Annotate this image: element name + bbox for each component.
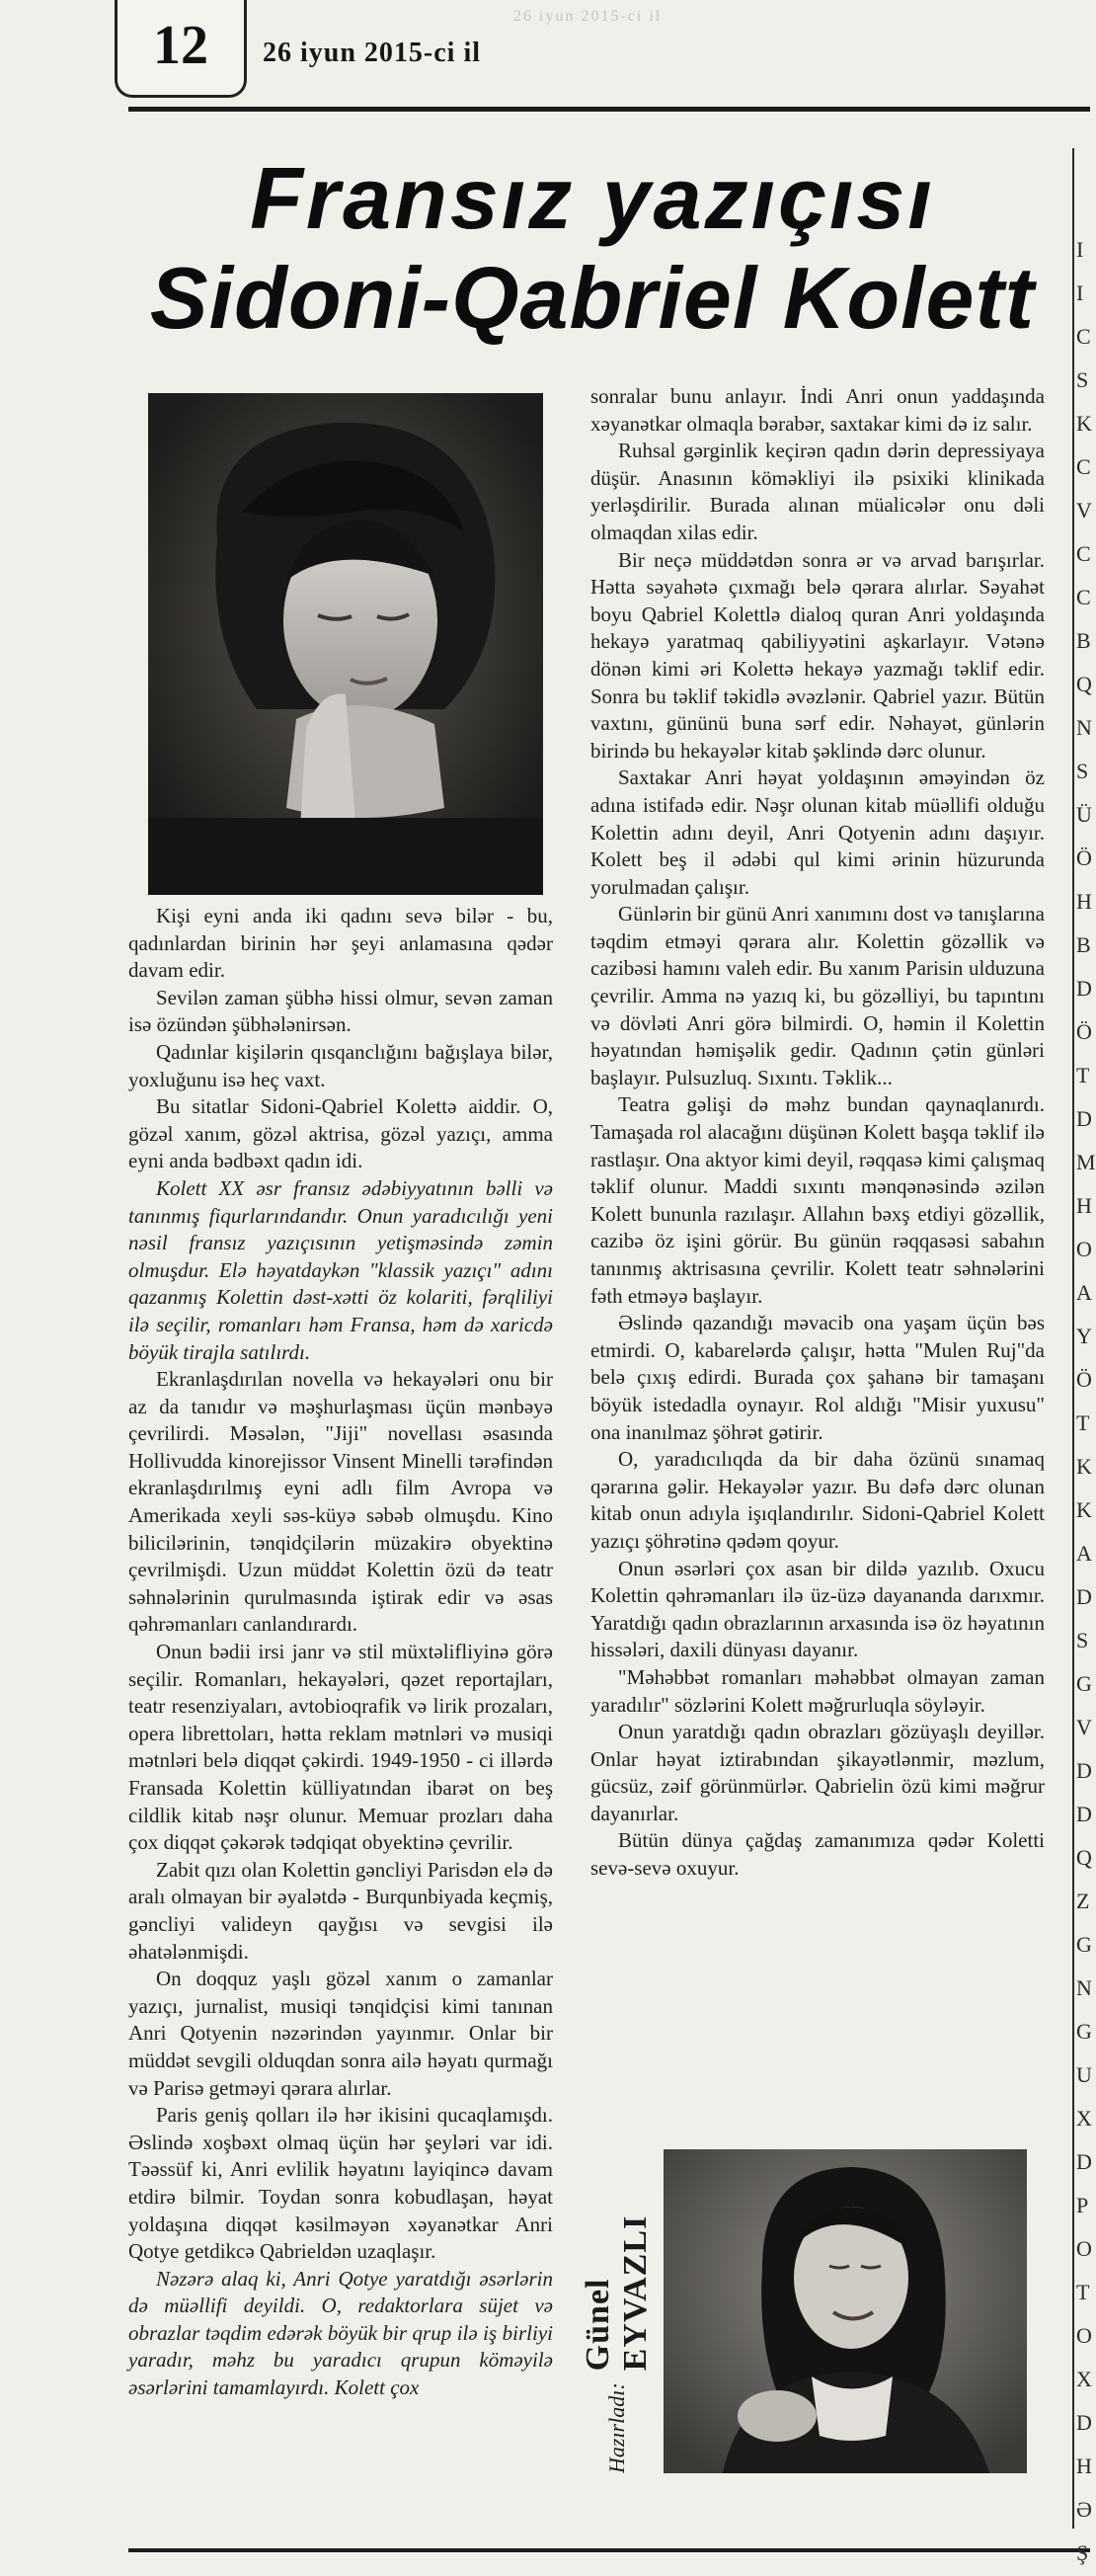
adjacent-column-fragment: D: [1076, 1106, 1092, 1131]
adjacent-column-fragment: M: [1076, 1150, 1096, 1174]
body-paragraph-paris: Paris geniş qolları ilə hər ikisini qucaqlamışdı. Əslində xoşbəxt olmaq üçün hər şeyləri var idi. Təəssüf ki, Anri evlilik həyatını layiqincə davam etdirə bilmir. Toydan sonra kobudlaşan, həyat yoldaşına diqqət kəsilməyən xəyanətkar Anri Qotye getdikcə Qabrieldən uzaqlaşır.: [128, 2103, 553, 2264]
adjacent-column-fragment: S: [1076, 367, 1089, 392]
body-paragraph-writing: O, yaradıcılıqda da bir daha özünü sınamaq qərarına gəlir. Hekayələr yazır. Bu dəfə dərc olunan kitab onun adıyla işıqlandırılır. Sidoni-Qabriel Kolett yazıçı şöhrətinə qədəm qoyur.: [590, 1447, 1045, 1553]
adjacent-column-fragment: H: [1076, 2454, 1092, 2478]
author-illustration: [664, 2149, 1027, 2473]
adjacent-column-fragment: D: [1076, 976, 1092, 1001]
article-headline: [118, 148, 1066, 348]
quote-paragraph-1: Kişi eyni anda iki qadını sevə bilər - bu, qadınlardan birinin hər şeyi anlamasına qədər davam edir.: [128, 904, 553, 983]
header-rule: [128, 107, 1090, 112]
article-column-1: [128, 903, 553, 2402]
adjacent-column-fragment: Z: [1076, 1889, 1090, 1913]
adjacent-column-fragment: I: [1076, 237, 1084, 262]
body-paragraph-style: Onun əsərləri çox asan bir dildə yazılıb. Oxucu Kolettin qəhrəmanları ilə üz-üzə dayananda darıxmır. Yaratdığı qadın obrazlarının arxasında isə öz həyatının hissələri, daxili dünyası dayanır.: [590, 1556, 1045, 1662]
adjacent-column-fragment: Y: [1076, 1324, 1092, 1348]
adjacent-column-fragment: G: [1076, 2019, 1092, 2044]
bleed-through-text: 26 iyun 2015-ci il: [513, 8, 663, 25]
body-paragraph-reconcile: Bir neçə müddətdən sonra ər və arvad barışırlar. Hətta səyahətə çıxmağı belə qərara alırlar. Səyahət boyu Qabriel Kolettlə dialoq quran Anri yoldaşında hekayə yaratmaq qabiliyyətini aşkarlayır. Vətənə dönən kimi əri Kolettə hekayə yazmağı təklif edir. Sonra bu təklif təkidlə əvəzlənir. Qabriel yazır. Bütün vaxtını, gününü buna sərf edir. Nəhayət, günlərin birində bu hekayələr kitab şəklində dərc olunur.: [590, 547, 1045, 763]
adjacent-column-fragment: X: [1076, 2106, 1092, 2131]
byline-author-name: Günel EYVAZLI: [580, 2214, 654, 2372]
adjacent-column-fragment: O: [1076, 2323, 1092, 2348]
adjacent-column-fragment: G: [1076, 1671, 1092, 1696]
adjacent-column-fragment: K: [1076, 1454, 1092, 1479]
adjacent-column-fragment: V: [1076, 1715, 1092, 1739]
adjacent-column-fragment: D: [1076, 2410, 1092, 2435]
adjacent-column-fragment: P: [1076, 2193, 1089, 2217]
headline-line-2: Sidoni-Qabriel Kolett: [149, 249, 1036, 348]
adjacent-column-fragment: Ü: [1076, 802, 1092, 827]
adjacent-column-fragment: D: [1076, 1758, 1092, 1783]
portrait-illustration: [148, 393, 543, 895]
bottom-rule: [128, 2548, 1090, 2552]
body-paragraph-gautier: On doqquz yaşlı gözəl xanım o zamanlar yazıçı, jurnalist, musiqi tənqidçisi kimi tanınan Anri Qotyenin nəzərindən yayınmır. Onlar bir müddət sevgili olduqdan sonra ailə həyatı qurmağı və Parisə getməyi qərara alırlar.: [128, 1967, 553, 2100]
article-column-2: [590, 383, 1045, 1883]
adjacent-column-fragment: T: [1076, 1410, 1090, 1435]
adjacent-column-fragment: Ə: [1076, 2497, 1092, 2522]
adjacent-column-fragment: V: [1076, 498, 1092, 523]
adjacent-column-fragment: U: [1076, 2062, 1092, 2087]
body-paragraph-legacy: Onun bədii irsi janr və stil müxtəlifliyinə görə seçilir. Romanları, hekayələri, qəzet reportajları, teatr resenziyaları, avtobioqrafik və lirik prozaları, opera librettoları, hətta reklam mətnləri və musiqi mətnləri belə diqqət çəkirdi. 1949-1950 - ci illərdə Fransada Kolettin külliyatından ibarət on beş cildlik kitab nəşr olunur. Memuar prozları daha çox diqqət çəkərək tədqiqat obyektinə çevrilir.: [128, 1640, 553, 1855]
intro-paragraph: Bu sitatlar Sidoni-Qabriel Kolettə aiddir. O, gözəl xanım, gözəl aktrisa, gözəl yazıçı, amma eyni anda bədbəxt qadın idi.: [128, 1094, 553, 1173]
adjacent-column-fragment: D: [1076, 1584, 1092, 1609]
adjacent-column-fragment: A: [1076, 1280, 1092, 1305]
body-paragraph-youth: Zabit qızı olan Kolettin gəncliyi Parisdən elə də aralı olmayan bir əyalətdə - Burqunbiyada keçmiş, gəncliyi valideyn qayğısı və sevgisi ilə əhatələnmişdi.: [128, 1857, 553, 1964]
issue-date: 26 iyun 2015-ci il: [263, 38, 482, 68]
adjacent-column-fragment: D: [1076, 2149, 1092, 2174]
adjacent-column-fragment: Ö: [1076, 1019, 1092, 1044]
adjacent-column-fragment: S: [1076, 1628, 1089, 1652]
adjacent-column-fragment: C: [1076, 541, 1091, 566]
adjacent-column-fragment: Q: [1076, 1845, 1092, 1870]
italic-paragraph: Kolett XX əsr fransız ədəbiyyatının bəlli və tanınmış fiqurlarındandır. Onun yaradıcılığı yeni nəsil fransız yazıçısının yetişməsində zəmin olmuşdur. Elə həyatdaykən "klassik yazıçı" adını qazanmış Kolettin dəst-xətti öz kolariti, fərqliliyi ilə seçilir, romanları həm Fransa, həm də xaricdə böyük tirajla satılırdı.: [128, 1175, 553, 1364]
adjacent-column-fragment: C: [1076, 454, 1091, 479]
body-paragraph-theatre: Teatra gəlişi də məhz bundan qaynaqlanırdı. Tamaşada rol alacağını düşünən Kolett başqa təklif ilə rastlaşır. Ona aktyor kimi deyil, rəqqasə kimi çalışmaq təklif olunur. Maddi sıxıntı mənqənəsində əzilən Kolett bununla razılaşır. Allahın bəxş etdiyi gözəllik, cazibə öz işini görür. Bu günün rəqqasəsi sabahın tanınmış aktrisasına çevrilir. Kolett teatr səhnələrini fəth etməyə başlayır.: [590, 1092, 1045, 1308]
adjacent-column-fragment: O: [1076, 1237, 1092, 1261]
body-paragraph-depression: Ruhsal gərginlik keçirən qadın dərin depressiyaya düşür. Anasının köməkliyi ilə psixiki klinikada yerləşdirilir. Burada alınan müalicələr onu dəli olmaqdan xilas edir.: [590, 439, 1045, 544]
adjacent-column-fragment: H: [1076, 889, 1092, 914]
adjacent-column-fragment: C: [1076, 324, 1091, 349]
adjacent-column-fragment: N: [1076, 1975, 1092, 2000]
quote-paragraph-3: Qadınlar kişilərin qısqanclığını bağışlaya bilər, yoxluğunu isə heç vaxt.: [128, 1039, 553, 1091]
adjacent-column-fragment: Ö: [1076, 845, 1092, 870]
column-rule: [1072, 148, 1074, 2529]
adjacent-column-fragment: Q: [1076, 672, 1092, 696]
adjacent-column-fragment: S: [1076, 759, 1089, 783]
adjacent-column-fragment: N: [1076, 715, 1092, 740]
adjacent-column-fragment: K: [1076, 411, 1092, 436]
adjacent-column-fragment: D: [1076, 1802, 1092, 1826]
closing-paragraph: Bütün dünya çağdaş zamanımıza qədər Koletti sevə-sevə oxuyur.: [590, 1828, 1045, 1881]
byline-label: Hazırladı:: [604, 2382, 629, 2473]
author-photo: [664, 2149, 1027, 2473]
continued-paragraph: sonralar bunu anlayır. İndi Anri onun yaddaşında xəyanətkar olmaqla bərabər, saxtakar kimi də iz salır.: [590, 384, 1045, 436]
adjacent-column-fragment: B: [1076, 932, 1091, 957]
body-paragraph-heroines: Onun yaratdığı qadın obrazları gözüyaşlı deyillər. Onlar həyat iztirabından şikayətlənmir, məzlum, gücsüz, zəif görünmürlər. Qabrielin özü kimi məğrur dayanırlar.: [590, 1720, 1045, 1825]
page-number-box: [115, 0, 247, 98]
body-paragraph-quote: "Məhəbbət romanları məhəbbət olmayan zaman yaradılır" sözlərini Kolett məğrurluqla söyləyir.: [590, 1664, 1045, 1717]
body-paragraph-adaptations: Ekranlaşdırılan novella və hekayələri onu bir az da tanıdır və məşhurlaşması üçün mənbəyə çevrilirdi. Məsələn, "Jiji" novellası əsasında Hollivudda kinorejissor Vinsent Minelli tərəfindən ekranlaşdırılmış eyni adlı film Avropa və Amerikada xeyli səs-küyə səbəb olmuşdu. Kino bilicilərinin, tənqidçilərin müzakirə obyektinə çevrilmişdi. Uzun müddət Kolettin özü də teatr səhnələrinin qurulmasında iştirak edir və əsas qəhrəmanları canlandırardı.: [128, 1367, 553, 1637]
adjacent-column-fragment: Ö: [1076, 1367, 1092, 1392]
body-paragraph-authorship: Nəzərə alaq ki, Anri Qotye yaratdığı əsərlərin də müəllifi deyildi. O, redaktorlara süjet və obrazlar təqdim edərək böyük bir qrup ilə iş birliyi yaradır, məhz bu yaradıcı qrupun köməyilə əsərlərini tamamlayırdı. Kolett çox: [128, 2266, 553, 2400]
adjacent-column-fragment: B: [1076, 628, 1091, 653]
adjacent-column-fragment: T: [1076, 1063, 1090, 1087]
adjacent-column-fragment: C: [1076, 585, 1091, 609]
adjacent-column-fragment: G: [1076, 1932, 1092, 1957]
adjacent-column-fragment: H: [1076, 1193, 1092, 1218]
body-paragraph-society: Günlərin bir günü Anri xanımını dost və tanışlarına təqdim etməyi qərara alır. Kolettin gözəllik və cazibəsi hamını valeh edir. Bu xanım Parisin ulduzuna çevrilir. Amma nə yazıq ki, bu gözəlliyi, bu tapıntını və dövləti Anri görə bilmirdi. O, həmin il Kolettin həyatından həmişəlik gedir. Qadının çətin günləri başlayır. Pulsuzluq. Sıxıntı. Təklik...: [590, 902, 1045, 1089]
adjacent-column-fragment: T: [1076, 2280, 1090, 2304]
colette-portrait-photo: [148, 393, 543, 895]
body-paragraph-fraud: Saxtakar Anri həyat yoldaşının əməyindən öz adına istifadə edir. Nəşr olunan kitab müəllifi olduğu Kolettin adını deyil, Anri Qotyenin adını daşıyır. Kolett beş il ədəbi qul kimi ərinin hüzurunda yorulmadan çalışır.: [590, 765, 1045, 899]
headline-line-1: Fransız yazıçısı: [250, 149, 935, 247]
adjacent-column-fragment: I: [1076, 281, 1084, 305]
quote-paragraph-2: Sevilən zaman şübhə hissi olmur, sevən zaman isə özündən şübhələnirsən.: [128, 985, 553, 1037]
adjacent-column-fragment: X: [1076, 2367, 1092, 2391]
body-paragraph-cabaret: Əslində qazandığı məvacib ona yaşam üçün bəs etmirdi. O, kabarelərdə çalışır, hətta "Mulen Ruj"da belə çıxış edirdi. Burada çox şahanə bir tamaşanı böyük istedadla oynayır. Rol aldığı "Misir yuxusu" ona inanılmaz şöhrət gətirir.: [590, 1311, 1045, 1444]
adjacent-column-fragment: K: [1076, 1497, 1092, 1522]
adjacent-column-fragment: Ş: [1076, 2540, 1089, 2565]
adjacent-column-fragment: A: [1076, 1541, 1092, 1566]
author-byline: [580, 2149, 654, 2473]
page-number: 12: [153, 15, 208, 76]
adjacent-column-fragment: O: [1076, 2236, 1092, 2261]
